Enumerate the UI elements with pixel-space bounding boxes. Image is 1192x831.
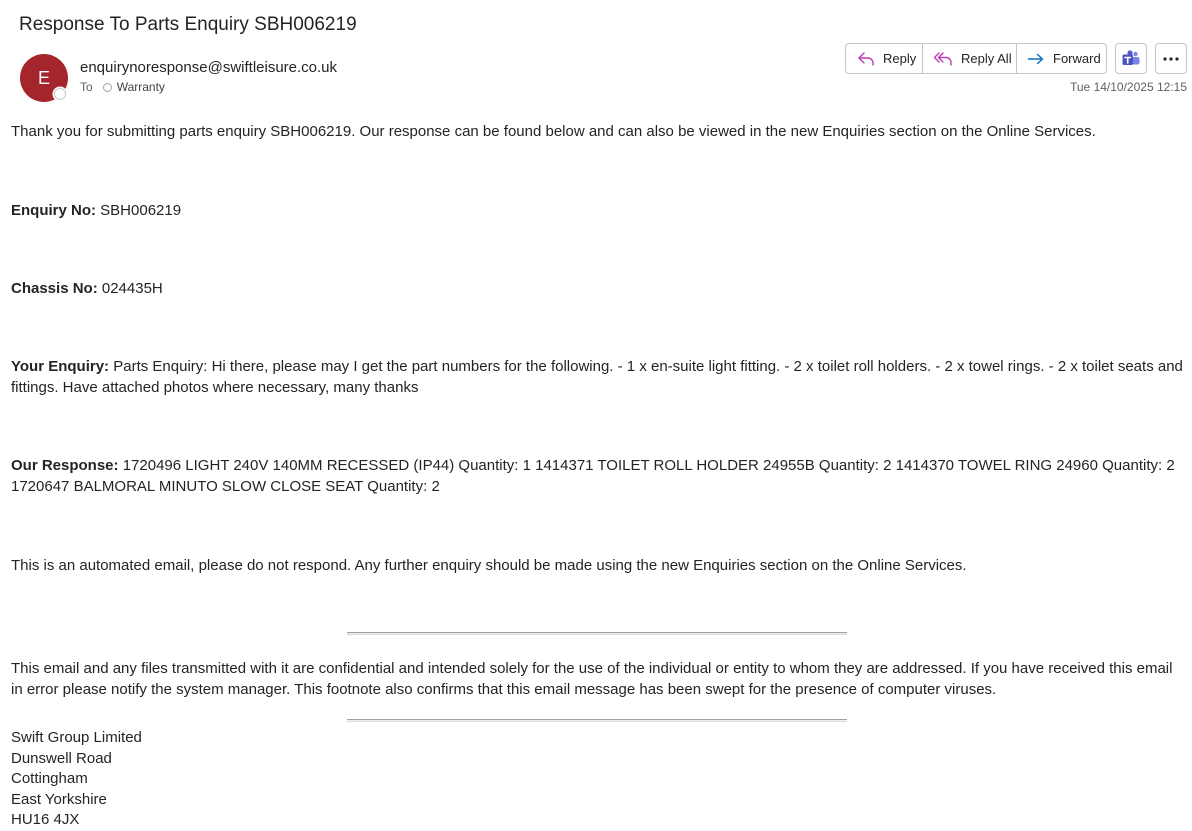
recipient-name[interactable]: Warranty <box>116 80 165 94</box>
recipient-presence-icon <box>103 83 112 92</box>
enquiry-no-label: Enquiry No: <box>11 202 96 219</box>
reply-all-label: Reply All <box>961 51 1012 66</box>
forward-label: Forward <box>1053 51 1101 66</box>
presence-status-icon <box>54 88 66 100</box>
address-line: Dunswell Road <box>11 749 112 767</box>
address-line: Swift Group Limited <box>11 729 142 746</box>
disclaimer-paragraph: This email and any files transmitted with it are confidential and intended solely for the use of the individual or entity to whom they are addressed. If you have received this email in error please notify the system manager. This footnote also confirms that this email message has been swept for the presence of computer viruses. <box>11 660 1173 698</box>
your-enquiry-paragraph <box>11 356 1187 398</box>
sent-date: Tue 14/10/2025 12:15 <box>1070 80 1187 94</box>
teams-button[interactable] <box>1115 43 1147 74</box>
more-options-button[interactable] <box>1155 43 1187 74</box>
divider-top <box>347 632 847 635</box>
our-response-paragraph <box>11 455 1187 497</box>
address-line: HU16 4JX <box>11 811 80 828</box>
address-line: Cottingham <box>11 770 88 787</box>
enquiry-no-line <box>11 200 1187 221</box>
forward-button[interactable] <box>1017 44 1106 73</box>
address-line: East Yorkshire <box>11 790 107 808</box>
reply-button[interactable] <box>846 44 923 73</box>
more-options-icon <box>1162 56 1180 62</box>
sender-address[interactable]: enquirynoresponse@swiftleisure.co.uk <box>80 59 338 76</box>
reply-label: Reply <box>883 51 917 66</box>
reply-all-arrow-icon <box>933 51 953 67</box>
forward-arrow-icon <box>1027 52 1045 66</box>
chassis-no-label: Chassis No: <box>11 280 98 297</box>
automated-note: This is an automated email, please do not respond. Any further enquiry should be made using the new Enquiries section on the Online Services. <box>11 557 967 574</box>
reply-arrow-icon <box>857 51 875 67</box>
our-response-label: Our Response: <box>11 457 119 474</box>
divider-bottom <box>347 719 847 722</box>
enquiry-no-value: SBH006219 <box>96 202 182 219</box>
chassis-no-value: 024435H <box>97 280 163 297</box>
our-response-value: 1720496 LIGHT 240V 140MM RECESSED (IP44) Quantity: 1 1414371 TOILET ROLL HOLDER 24955B Quantity: 2 1414370 TOWEL RING 24960 Quantity: 2 1720647 BALMORAL MINUTO SLOW CLOSE SEAT Quantity: 2 <box>11 457 1175 495</box>
company-address <box>11 728 142 831</box>
your-enquiry-value: Parts Enquiry: Hi there, please may I get the part numbers for the following. - 1 x en-suite light fitting. - 2 x toilet roll holders. - 2 x towel rings. - 2 x toilet seats and fittings. Have attached photos where necessary, many thanks <box>11 358 1183 396</box>
to-label: To <box>80 80 93 94</box>
reply-all-button[interactable] <box>923 44 1017 73</box>
avatar-initial: E <box>37 67 50 88</box>
teams-icon <box>1121 49 1141 69</box>
your-enquiry-label: Your Enquiry: <box>11 358 110 375</box>
email-subject: Response To Parts Enquiry SBH006219 <box>19 14 357 35</box>
reply-actions-group <box>845 43 1107 74</box>
recipient-row <box>80 80 165 94</box>
chassis-no-line <box>11 278 1187 299</box>
intro-paragraph: Thank you for submitting parts enquiry SBH006219. Our response can be found below and can also be viewed in the new Enquiries section on the Online Services. <box>11 123 1096 140</box>
